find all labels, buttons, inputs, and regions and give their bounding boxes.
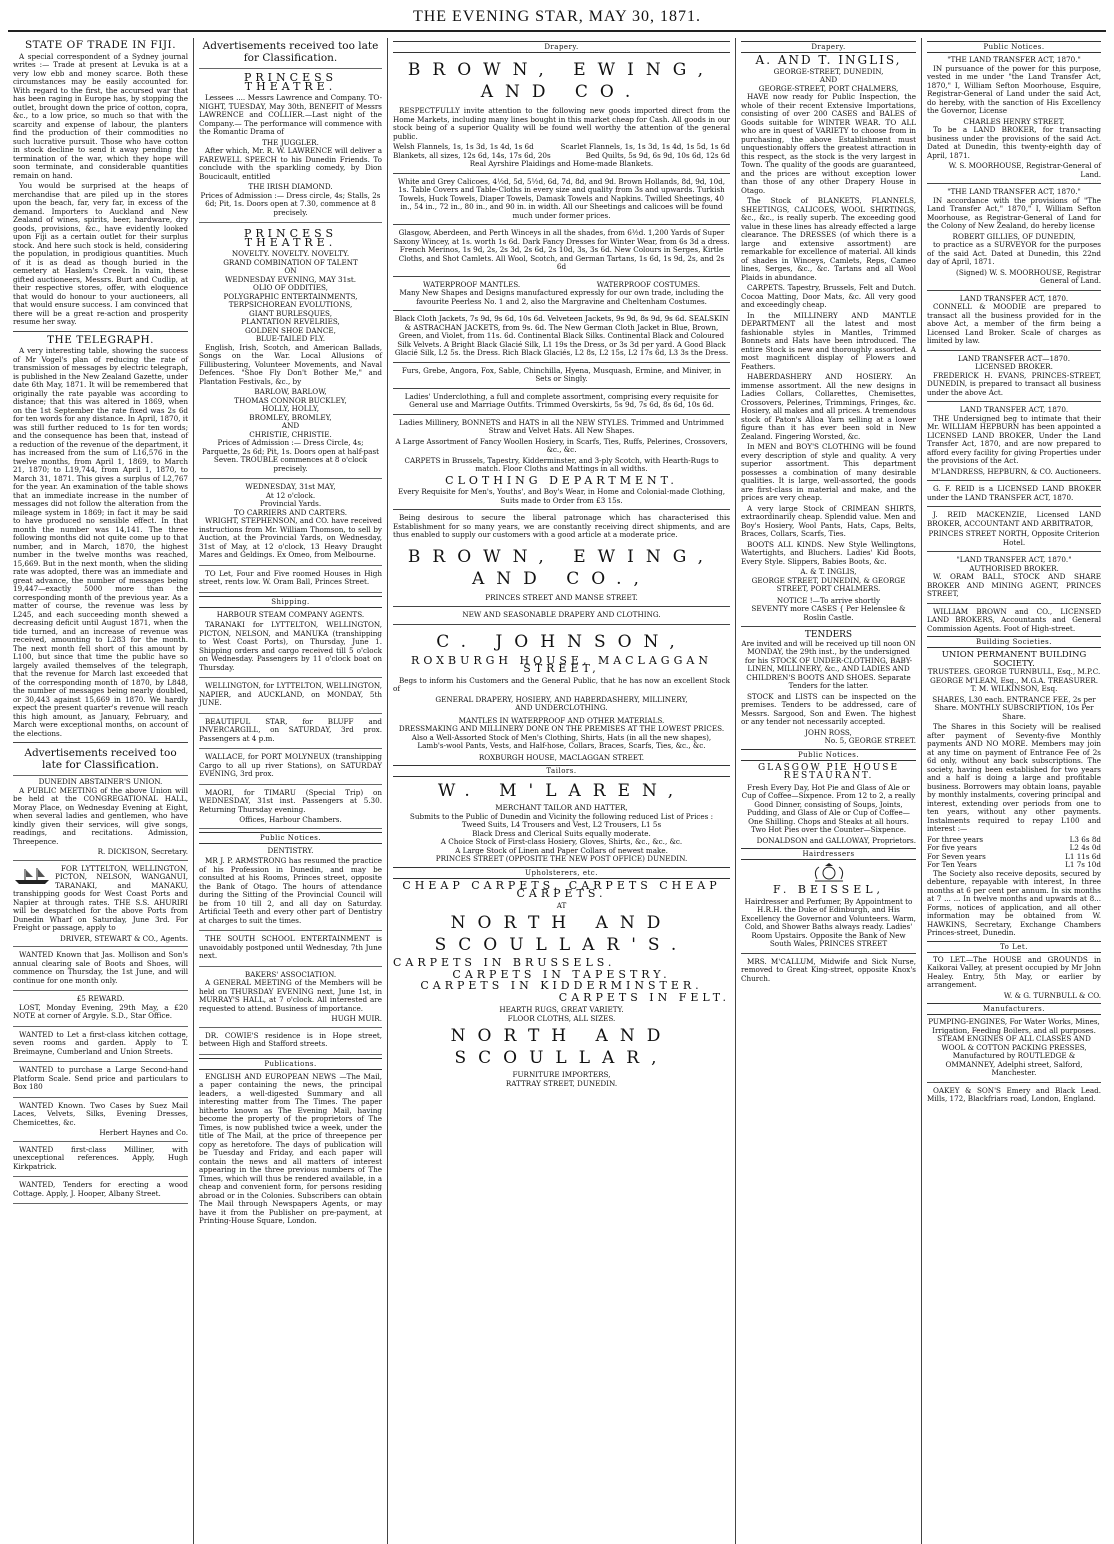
ad-text: G. F. REID is a LICENSED LAND BROKER under the LAND TRANSFER ACT, 1870. <box>927 484 1101 502</box>
ad-title: BAKERS' ASSOCIATION. <box>244 969 337 979</box>
ad-line: NEW AND SEASONABLE DRAPERY AND CLOTHING. <box>462 610 661 619</box>
ad-text: CONNELL & MOODIE are prepared to transact all the business provided for in the above Act, a member of the firm being a Licensed Land Broker. Scale of charges as limited by law. <box>927 302 1101 345</box>
section-public-notices: Public Notices. <box>927 41 1101 53</box>
ad-title: UNION PERMANENT BUILDING SOCIETY. <box>941 650 1087 669</box>
ad-text: RESPECTFULLY invite attention to the following new goods imported direct from the Home Markets, including many lines bought in this market cheap for Cash. All goods in our stock being of a superior Quality will be found well worthy the attention of the general public. <box>393 106 730 141</box>
section-heading: Advertisements received too late for Classification. <box>24 747 177 771</box>
rate-value: L1 11s 6d <box>1065 851 1101 861</box>
ad-text: BOOTS ALL KINDS. New Style Wellingtons, Watertights, and Bluchers. Ladies' Kid Boots, Every Style. Slippers, Babies Boots, &c. <box>741 539 916 566</box>
ad-text: to practice as a SURVEYOR for the purposes of the said Act. Dated at Dunedin, this 22nd day of April, 1871. <box>927 240 1101 266</box>
ad-text: TO LET.—The HOUSE and GROUNDS in Kaikorai Valley, at present occupied by Mr John Healey. Entry, 5th May, or earlier by arrangement. <box>927 954 1101 989</box>
play-title: THE IRISH DIAMOND. <box>248 182 333 191</box>
ad-text: The Stock of BLANKETS, FLANNELS, SHEETINGS, CALICOES, WOOL SHIRTINGS, &c., &c., is really superb. The exceeding good value in these lines has already effected a large clearance. The DRESSES (of which there is a large and extensive assortment) are remarkable for excellence of material. All kinds of shades in Winceys, Camlets, Reps, Cameo lines, Serges, &c., &c. Tartans and all Wool Plaids in abundance. <box>741 196 916 282</box>
section-heading: Advertisements received too late for Classification. <box>202 40 379 64</box>
ad-line: At 12 o'clock. <box>265 490 316 500</box>
ad-line: SEVENTY more CASES { Per Helenslee & Roslin Castle. <box>751 604 906 622</box>
column-4 <box>736 38 922 1544</box>
ad-line: RATTRAY STREET, DUNEDIN. <box>505 1078 618 1088</box>
section-upholsterers: Upholsterers, etc. <box>393 867 730 879</box>
ad-title: "LAND TRANSFER ACT, 1870." <box>956 555 1072 564</box>
section-building-societies: Building Societies. <box>927 636 1101 648</box>
ad <box>13 1100 188 1142</box>
ad-text: THE SOUTH SCHOOL ENTERTAINMENT is unavoidably postponed until Wednesday, 7th June next. <box>199 934 382 960</box>
ad-text: SHARES, L30 each. ENTRANCE FEE, 2s per Share. MONTHLY SUBSCRIPTION, 10s Per Share. <box>932 694 1096 721</box>
ad-text: MRS. M'CALLUM, Midwife and Sick Nurse, removed to Great King-street, opposite Knox's Church. <box>741 956 916 983</box>
ad-title: "THE LAND TRANSFER ACT, 1870." <box>947 187 1081 196</box>
ad <box>13 775 188 861</box>
ad-title: "THE LAND TRANSFER ACT, 1870." <box>947 55 1081 64</box>
ad-title: W. M'LAREN, <box>437 781 686 801</box>
ad-signature: Herbert Haynes and Co. <box>99 1128 188 1137</box>
ad-title: PRINCESS THEATRE. <box>244 71 337 93</box>
ad-text: Being desirous to secure the liberal patronage which has characterised this Establishment for so many years, we are constantly receiving direct shipments, and are thus enabled to supply our customers with a good article at a moderate price. <box>393 513 730 539</box>
section-to-let: To Let. <box>927 941 1101 953</box>
price-item: Bed Quilts, 5s 9d, 6s 9d, 10s 6d, 12s 6d <box>585 150 730 160</box>
ad-title: C. JOHNSON, <box>436 631 687 652</box>
ad-text: LOST, Monday Evening, 29th May, a £20 NOTE at corner of Argyle. S.D., Star Office. <box>13 1002 188 1020</box>
ad-text: Ladies Millinery, BONNETS and HATS in all the NEW STYLES. Trimmed and Untrimmed Straw and Velvet Hats. All New Shapes. <box>399 417 724 435</box>
ad-line: TERPSICHOREAN EVOLUTIONS, <box>228 300 353 309</box>
ad-text: FREDERICK H. EVANS, PRINCES-STREET, DUNEDIN, is prepared to transact all business under the above Act. <box>927 370 1101 397</box>
ad-line: DRESSMAKING AND MILLINERY DONE ON THE PREMISES AT THE LOWEST PRICES. <box>398 724 725 733</box>
ad-text: WANTED Known. Two Cases by Suez Mail Laces, Velvets, Silks, Evening Dresses, Chemicettes, &c. <box>13 1100 188 1127</box>
ad-line: NOTICE !—To arrive shortly <box>776 595 881 605</box>
ad-signature: No. 5, GEORGE STREET. <box>824 736 916 745</box>
ad-text: A GENERAL MEETING of the Members will be held on THURSDAY EVENING next, June 1st, in MURRAY'S HALL, at 7 o'clock. All interested are requested to attend. Business of importance. <box>199 978 382 1013</box>
ad-princess-theatre-2 <box>199 225 382 479</box>
ad-ship <box>199 716 382 750</box>
ad-title: A. AND T. INGLIS, <box>755 53 902 67</box>
ad-title: BROWN, EWING, AND CO., <box>407 546 716 589</box>
ad-text: The Society also receive deposits, secured by debenture, repayable with interest, In three months at 6 per cent per annum. In six months at 7 ... ... In twelve months and upwards at 8... Forms, notices of application, and all other information may be obtained from W. HAWKINS, Secretary, Exchange Chambers Princes-street, Dunedin. <box>927 868 1101 937</box>
ad-title: LAND TRANSFER ACT—1870. <box>957 353 1071 363</box>
section-publications: Publications. <box>199 1058 382 1070</box>
ad-signature: JOHN ROSS, <box>805 727 852 737</box>
ad-text: White and Grey Calicoes, 4½d, 5d, 5½d, 6d, 7d, 8d, and 9d. Brown Hollands, 8d, 9d, 10d, 1s. Table Covers and Table-Cloths in every size and quality from 3s and upwards. Turkish Towels, Huck Towels, Diaper Towels, Damask Towels and Napkins. Twilled Sheetings, 40 in., 54 in., 72 in., 80 in., and 90 in. in width. All our Sheetings and calicoes will be found much under former prices. <box>397 176 726 220</box>
ad <box>13 1144 188 1178</box>
ad-text: ENGLISH AND EUROPEAN NEWS —The Mail, a paper containing the news, the principal leaders, a well-digested Summary and all interesting matter from The Times. The paper hitherto known as The Evening Mail, having become the property of the proprietors of The Times, is now published twice a week, under the title of The Mail, at the price of threepence per copy as heretofore. The days of publication will be Tuesday and Friday, and each paper will contain the news and all matters of interest appearing in the three previous numbers of The Times, which will thus be rendered available, in a cheap and convenient form, for persons residing abroad or in the Colonies. Subscribers can obtain The Mail through Newspapers Agents, or may have it from the Publisher on pre-payment, at Printing-House Square, London. <box>199 1071 382 1225</box>
ad-line: POLYGRAPHIC ENTERTAINMENTS, <box>223 291 358 301</box>
rate-label: For Seven years <box>927 851 986 861</box>
ad-line: BLUE-TAILED FLY. <box>255 334 326 343</box>
subhead: CLOTHING DEPARTMENT. <box>445 473 678 487</box>
ad-text: FOR LYTTELTON, WELLINGTON, PICTON, NELSON, WANGANUI, TARANAKI, and MANAKU, transhipping goods for West Coast Ports and Napier at through rates. THE S.S. AHURIRI will be despatched for the above Ports from Dunedin Wharf on Saturday, June 3rd. For Freight or passage, apply to <box>13 863 188 932</box>
ad-line: GEORGE-STREET, DUNEDIN, <box>773 66 884 76</box>
ad-line: Provincial Yards. <box>259 499 322 508</box>
ad-title: F. BEISSEL, <box>772 883 885 896</box>
ad-text: Glasgow, Aberdeen, and Perth Winceys in all the shades, from 6½d. 1,200 Yards of Super Saxony Wincey, at 1s. worth 1s 6d. Dark Fancy Dresses for Winter Wear, from 6s 3d a dress. French Merinos, 1s 9d, 2s, 2s 3d, 2s 6d, 2s 10d, 3s, 3s 6d. New Colours in Serges, Kirtle Cloths, and Shot Camlets. All Wool, Scotch, and German Tartans, 1s 6d, 1s 9d, 2s, and 2s 6d <box>393 228 730 271</box>
ad-text: A very large Stock of CRIMEAN SHIRTS, extraordinarily cheap. Splendid value. Men and Boy's Hosiery, Wool Pants, Hats, Caps, Belts, Braces, Collars, Scarfs, Ties. <box>741 503 916 538</box>
article-text: You would be surprised at the heaps of merchandise that are piled up in the stores upon the beach, far, very far, in excess of the demand. Importers to Auckland and New Zealand of wines, spirits, beer, hardware, dry goods, provisions, &c., have evidently looked upon Fiji as a certain outlet for their surplus stock. And here such stock is held, considering the population, in prodigious quantities. Much of it is as dead as though buried in the cemetery at Haslem's Creek. In vain, these gifted auctioneers, Messrs. Burt and Cudlip, at their respective stores, offer, with eloquence that would do honour to your auctioneers, all that would ensure success. I am convinced that there will be a great re-action and prosperity resume her sway. <box>13 181 188 326</box>
section-tailors: Tailors. <box>393 765 730 777</box>
ad-line: CARPETS IN TAPESTRY. <box>452 967 671 981</box>
ad-line: AT <box>556 900 567 910</box>
ad <box>13 993 188 1027</box>
ad-title: £5 REWARD. <box>76 994 125 1003</box>
ad-text: Many New Shapes and Designs manufactured expressly for our own trade, including the favourite Peerless No. 1 and 2, also the Margravine and Cheltenham Costumes. <box>399 288 724 306</box>
ad-title: NORTH AND SCOULLAR, <box>450 1026 673 1068</box>
ad-text: WANTED to Let a first-class kitchen cottage, seven rooms and garden. Apply to T. Breimayne, Cumberland and Union Streets. <box>13 1029 188 1056</box>
ad-title: TO CARRIERS AND CARTERS. <box>233 507 348 517</box>
ad-title: LAND TRANSFER ACT, 1870. <box>959 293 1069 303</box>
ad-title: DENTISTRY. <box>267 845 314 855</box>
section-drapery: Drapery. <box>741 41 916 53</box>
ad-title: PRINCESS THEATRE. <box>244 227 337 249</box>
ad-line: CARPETS IN BRUSSELS. <box>393 956 616 969</box>
ad-text: DR. COWIE'S residence is in Hope street, between High and Stafford streets. <box>199 1030 382 1048</box>
column-1 <box>8 38 194 1544</box>
performer-line: CHRISTIE, CHRISTIE. <box>249 429 332 439</box>
ad-signature: GEORGE STREET, DUNEDIN, & GEORGE STREET, PORT CHALMERS. <box>751 575 906 593</box>
ad-text: Begs to inform his Customers and the General Public, that he has now an excellent Stock of <box>393 675 730 693</box>
ad-ship <box>199 680 382 714</box>
ad-line: FURNITURE IMPORTERS, <box>512 1070 611 1079</box>
ad-signature: W. & G. TURNBULL & CO. <box>1003 990 1101 1000</box>
ad-text: WRIGHT, STEPHENSON, and CO. have received instructions from Mr. William Thomson, to sell by Auction, at the Provincial Yards, on Wednesday, 31st of May, at 12 o'clock, 13 Heavy Draught Mares and Geldings. Ex Omeo, from Melbourne. <box>199 516 382 559</box>
ad-text: TRUSTEES. GEORGE TURNBULL, Esq., M.P.C. GEORGE M'LEAN, Esq., M.G.A. TREASURER. T. M. WILKINSON, Esq. <box>927 667 1101 693</box>
ad-line: HEARTH RUGS, GREAT VARIETY. <box>499 1005 624 1014</box>
ad-line: WEDNESDAY EVENING, MAY 31st. <box>225 274 356 284</box>
ad-line: WEDNESDAY, 31st MAY, <box>245 482 336 491</box>
rate-label: For Ten Years <box>927 860 977 869</box>
ad-line: AUTHORISED BROKER. <box>969 563 1059 573</box>
ad-signature: (Signed) W. S. MOORHOUSE, Registrar General of Land. <box>956 267 1101 285</box>
ad-line: FLOOR CLOTHS, ALL SIZES. <box>507 1013 616 1023</box>
ad-text: A PUBLIC MEETING of the above Union will be held at the CONGREGATIONAL HALL, Moray Place, on Wednesday Evening at Eight, when several ladies and gentlemen, who have kindly given their services, will give songs, readings, and recitations. Admission, Threepence. <box>13 785 188 846</box>
ad-text: In MEN and BOY'S CLOTHING will be found every description of style and quality. A very superior assortment. This department possesses a combination of many desirable qualities. It is large, well-assorted, the goods are first-class in material and make, and the prices are very cheap. <box>741 442 916 502</box>
ad-line: LICENSED BROKER. <box>975 362 1053 371</box>
ad-line: PLANTATION REVELRIES, <box>241 317 340 326</box>
ad-text: Lessees .... Messrs Lawrence and Company. TO-NIGHT, TUESDAY, May 30th, BENEFIT of Messrs LAWRENCE and COLLIER.—Last night of the Company.— The performance will commence with the Romantic Drama of <box>199 93 382 136</box>
section-drapery: Drapery. <box>393 41 730 53</box>
ad-school <box>199 933 382 967</box>
ad-line: MERCHANT TAILOR AND HATTER, <box>495 803 628 812</box>
ad-text: CARPETS in Brussels, Tapestry, Kidderminster, and 3-ply Scotch, with Hearth-Rugs to match. Floor Cloths and Mattings in all widths. <box>404 455 719 473</box>
ad-line: PRINCES STREET NORTH, Opposite Criterion Hotel. <box>928 529 1100 547</box>
ad-text: Fresh Every Day, Hot Pie and Glass of Ale or Cup of Coffee—Sixpence. From 12 to 2, a really Good Dinner, consisting of Soups, Joints, Pudding, and Glass of Ale or Cup of Coffee—One Shilling. Chops and Steaks at all hours. Two Hot Pies over the Counter—Sixpence. <box>741 782 916 834</box>
ad-line: Real Ayrshire Plaidings and Home-made Blankets. <box>469 159 654 168</box>
ad-cowie <box>199 1030 382 1055</box>
ad-ship <box>199 751 382 785</box>
ad <box>13 1029 188 1063</box>
ad-line: AND UNDERCLOTHING. <box>515 703 608 712</box>
ad-line: AND <box>819 75 838 84</box>
price-item: Scarlet Flannels, 1s, 1s 3d, 1s 4d, 1s 5d, 1s 6d <box>560 142 730 151</box>
article-title-telegraph: THE TELEGRAPH. <box>47 333 154 346</box>
ad-title: NORTH AND SCOULLAR'S. <box>434 913 689 955</box>
ad-line: GRAND COMBINATION OF TALENT <box>223 257 358 267</box>
ad <box>13 949 188 991</box>
ad-signature: DRIVER, STEWART & CO., Agents. <box>59 933 188 943</box>
ad-title: BROWN, EWING, AND CO. <box>407 60 716 102</box>
ad-text: Black Cloth Jackets, 7s 9d, 9s 6d, 10s 6d. Velveteen Jackets, 9s 9d, 8s 9d, 9s 6d. SEALSKIN & ASTRACHAN JACKETS, from 9s. 6d. The New German Cloth Jacket in Blue, Brown, Green, and Violet, from 11s. 6d. Continental Black Silks. Continental Black and Coloured Silk Velvets. A Bright Black Glacié Silk, L1 19s the Dress, or 3s 3d per yard. A Good Black Glacié Silk, L2 5s. the Dress. Rich Black Glaciés, L2 8s, L2 15s, L2 17s 6d, L3 3s the Dress. <box>394 314 729 357</box>
ad-line: CARPETS IN KIDDERMINSTER. <box>420 979 703 992</box>
ad-title: LAND TRANSFER ACT, 1870. <box>959 405 1069 414</box>
play-title: THE JUGGLER. <box>262 137 319 147</box>
ad-text: After which, Mr. R. W. LAWRENCE will deliver a FAREWELL SPEECH to his Dunedin Friends. To conclude with the sparkling comedy, by Dion Boucicault, entitled <box>199 146 382 181</box>
ad-text: Ladies' Underclothing, a full and complete assortment, comprising every requisite for General use and Marriage Outfits. Trimmed Overskirts, 5s 9d, 7s 6d, 8s 6d, 10s 6d. <box>404 391 719 409</box>
ad-text: TARANAKI for LYTTELTON, WELLINGTON, PICTON, NELSON, and MANUKA (transhipping to West Coast Ports), on Thursday, June 1. Shipping orders and cargo received till 5 o'clock on Wednesday. Passengers by 11 o'clock boat on Thursday. <box>199 620 382 672</box>
performer-line: HOLLY, HOLLY, <box>262 404 319 413</box>
ad-line: CHARLES HENRY STREET, <box>963 116 1065 126</box>
price-item: Blankets, all sizes, 12s 6d, 14s, 17s 6d, 20s <box>393 150 551 160</box>
ad-text: WILLIAM BROWN and CO., LICENSED LAND BROKERS, Accountants and General Commission Agents. Foot of High-street. <box>927 606 1101 633</box>
ad-line: CARPETS IN FELT. <box>558 990 730 1004</box>
ad-line: ROXBURGH HOUSE, MACLAGGAN STREET. <box>478 752 645 762</box>
ad-text: IN pursuance of the power for this purpose, vested in me under "the Land Transfer Act, 1870," I, William Sefton Moorhouse, Esquire, Registrar-General of Land under the said Act, do hereby, with the sanction of His Excellency the Governor, License <box>927 63 1101 115</box>
column-5 <box>922 38 1106 1544</box>
rate-value: L3 6s 8d <box>1069 834 1101 844</box>
article-text: A very interesting table, showing the success of Mr Vogel's plan of reducing the rate of transmission of messages by electric telegraph, is published in the New Zealand Gazette, under date 6th May, 1871. It will be remembered that originally the rate payable was according to distance; that this was altered in 1869, when on the 1st September the rate fixed was 2s 6d for ten words for any distance. In April, 1870, it was still further reduced to 1s for ten words; and the consequence has been that, instead of a reduction of the revenue of the department, it has increased from the sum of L16,576 in the twelve months, from April 1, 1869, to March 21, 1870; to L19,744, from April 1, 1870, to March 31, 1871. This gives a surplus of L2,767 for the year. An examination of the table shows that an immediate increase in the number of messages did not follow the alteration from the mileage system in 1869; in fact it may be said to have produced no sensible effect. In that month the number was 14,141. The three following months did not quite come up to that number, and in March, 1870, the highest number in the twelve months was reached, 15,669. But in the next month, when the sliding rate was adopted, there was an immediate and great advance, the number of messages being 19,447—exactly 5000 more than the corresponding month of the previous year. As a matter of course, the revenue was less by L245, and each succeeding month shewed a decreasing deficit until August 1871, when the tide turned, and an increase of revenue was received, amounting to L283 for the month. The next month fell short of this amount by L100, but since that time the public have so largely availed themselves of the telegraph, that the revenue for March last exceeded that of the corresponding month of 1870, by L848, the number of messages being nearly doubled, or 30,443 against 15,669 in 1870. We hardly expect the present quarter's revenue will reach this high amount, as January, February, and March were exceptional months, on account of the elections. <box>13 346 188 738</box>
ad-ship <box>199 787 382 829</box>
ad-text: Every Requisite for Men's, Youths', and Boy's Wear, in Home and Colonial-made Clothing, Suits made to Order from £3 15s. <box>398 487 725 505</box>
ad-text: Prices of Admission :— Dress circle, 4s; Stalls, 2s 6d; Pit, 1s. Doors open at 7.30, commence at 8 precisely. <box>200 190 381 217</box>
ad-line: ON <box>284 266 297 275</box>
section-hairdressers: Hairdressers <box>741 848 916 860</box>
ad-ship <box>199 619 382 678</box>
rate-value: L2 4s 0d <box>1069 843 1101 852</box>
ad-dentist <box>199 855 382 931</box>
ad-text: A Large Assortment of Fancy Woollen Hosiery, in Scarfs, Ties, Ruffs, Pelerines, Crossovers, &c., &c. <box>395 436 728 454</box>
ad-text: OAKEY & SON'S Emery and Black Lead. Mills, 172, Blackfriars road, London, England. <box>927 1085 1101 1103</box>
ad <box>13 863 188 948</box>
ad-text: In the MILLINERY AND MANTLE DEPARTMENT all the latest and most fashionable styles in Mantles, Trimmed Bonnets and Hats have been introduced. The entire Stock is new and thoroughly assorted. A most magnificent display of Flowers and Feathers. <box>741 310 916 371</box>
section-public-notices: Public Notices. <box>199 832 382 844</box>
ad-text: MR J. P. ARMSTRONG has resumed the practice of his Profession in Dunedin, and may be consulted at his Rooms, Princes street, opposite the Bank of Otago. The hours of attendance during the Sitting of the Provincial Council will be from 10 till 2, and all day on Saturday. Artificial Teeth and every other part of Dentistry at charges to suit the times. <box>199 856 382 925</box>
ad-line: Submits to the Public of Dunedin and Vicinity the following reduced List of Prices : <box>409 811 714 821</box>
ad-text: To be a LAND BROKER, for transacting business under the provisions of the said Act. Dated at Dunedin, this twenty-eighth day of April, 1871. <box>927 125 1101 160</box>
ad-text: BEAUTIFUL STAR, for BLUFF and INVERCARGILL, on SATURDAY, 3rd prox. Passengers at 4 p.m. <box>199 716 382 743</box>
ad-line: PRINCES STREET (OPPOSITE THE NEW POST OFFICE) DUNEDIN. <box>435 854 688 863</box>
ad-text: TO Let, Four and Five roomed Houses in High street, rents low. W. Oram Ball, Princes Street. <box>199 568 382 586</box>
ad-signature: DONALDSON and GALLOWAY, Proprietors. <box>756 835 916 845</box>
ad-text: THE Undersigned beg to intimate that their Mr. WILLIAM HEPBURN has been appointed a LICENSED LAND BROKER, Under the Land Transfer Act, 1870, and are now prepared to afford every facility for giving Properties under the provisions of the Act. <box>927 413 1101 465</box>
subhead: WATERPROOF COSTUMES. <box>596 279 700 289</box>
ad-text: HABERDASHERY AND HOSIERY. An immense assortment. All the new designs in Ladies Collars, Collarettes, Chemisettes, Crossovers, Pelerines, Trimmings, Fringes, &c. Hosiery, all makes and all prices. A tremendous stock of Paton's Alloa Yarn selling at a lower figure than it has ever been sold in New Zealand. Fingering Worsted, &c. <box>741 372 916 441</box>
column-2 <box>194 38 388 1544</box>
ad-text: IN accordance with the provisions of "The Land Transfer Act," 1870," I, William Sefton Moorhouse, as Registrar-General of Land for the Colony of New Zealand, do hereby license <box>927 195 1101 230</box>
ad-text: STOCK and LISTS can be inspected on the premises. Tenders to be addressed, care of Messrs. Sargood, Son and Ewen. The highest or any tender not necessarily accepted. <box>741 691 916 726</box>
ad-to-let <box>199 568 382 593</box>
ad-text: WANTED, Tenders for erecting a wood Cottage. Apply, J. Hooper, Albany Street. <box>13 1180 188 1198</box>
ad <box>13 1064 188 1098</box>
subhead: WATERPROOF MANTLES. <box>423 279 521 289</box>
ad-signature: W. S. MOORHOUSE, Registrar-General of Land. <box>948 161 1101 179</box>
ad-line: Black Dress and Clerical Suits equally moderate. <box>472 828 651 838</box>
ad-auction <box>199 481 382 566</box>
ad-princess-theatre <box>199 68 382 223</box>
section-manufacturers: Manufacturers. <box>927 1003 1101 1015</box>
ad-line: OLIO OF ODDITIES, <box>253 283 328 292</box>
ad-text: Furs, Grebe, Angora, Fox, Sable, Chinchilla, Hyena, Musquash, Ermine, and Miniver, in Sets or Singly. <box>401 365 722 383</box>
ad-line: GIANT BURLESQUES, <box>249 308 332 318</box>
ad-line: GEORGE-STREET, PORT CHALMERS, <box>758 83 899 93</box>
rate-label: For five years <box>927 843 977 852</box>
ad-signature: HUGH MUIR. <box>331 1014 382 1023</box>
ad-text: WANTED to purchase a Large Second-hand Platform Scale. Send price and particulars to Box 180 <box>13 1065 188 1091</box>
performer-line: BARLOW, BARLOW, <box>254 387 327 396</box>
ad-line: A Choice Stock of First-class Hosiery, Gloves, Shirts, &c., &c., &c. <box>440 837 683 846</box>
ad-line: Tweed Suits, L4 Trousers and Vest, L2 Trousers, L1 5s <box>461 820 662 829</box>
ad-text: English, Irish, Scotch, and American Ballads, Songs on the War. Local Allusions of Fillibustering, Volunteer Movements, and Naval Defences. "Shoe Fly Don't Bother Me," and Plantation Festivals, &c., by <box>199 342 382 386</box>
ad <box>13 1179 188 1204</box>
ad-signature: Offices, Harbour Chambers. <box>239 815 342 824</box>
ad-text: The Shares in this Society will be realised after payment of Seventy-five Monthly payments AND NO MORE. Members may join at any time on payment of Entrance Fee of 2s 6d only, without any back subscriptions. The society, having been established for two years and a half is doing a large and profitable business. Borrowers may obtain loans, payable by monthly instalments, covering principal and interest, extending over periods from one to ten years, without any other payments. Instalments required to repay L100 and interest :— <box>927 722 1101 833</box>
ad-line: Lamb's-wool Pants, Vests, and Half-hose, Collars, Braces, Scarfs, Ties, &c., &c. <box>417 741 706 750</box>
ad-title: GLASGOW PIE HOUSE RESTAURANT. <box>757 762 900 781</box>
royal-crest-icon <box>809 863 849 883</box>
ad-text: WANTED first-class Milliner, with unexceptional references. Apply, Hugh Kirkpatrick. <box>13 1144 188 1171</box>
section-public-notices: Public Notices. <box>741 749 916 761</box>
rate-label: For three years <box>927 834 984 844</box>
ad-line: GENERAL DRAPERY, HOSIERY, AND HABERDASHERY, MILLINERY, <box>435 694 688 704</box>
ad-text: J. REID MACKENZIE, Licensed LAND BROKER, ACCOUNTANT AND ARBITRATOR, <box>927 510 1101 528</box>
ad-title: HARBOUR STEAM COMPANY AGENTS. <box>216 609 365 619</box>
ad-text: WELLINGTON, for LYTTELTON, WELLINGTON, NAPIER, and AUCKLAND, on MONDAY, 5th JUNE. <box>199 681 382 707</box>
performer-line: THOMAS CONNOR BUCKLEY, <box>234 395 347 405</box>
ad-text: WANTED Known that Jas. Mollison and Son's annual clearing sale of Boots and Shoes, will commence on Thursday, the 1st June, and will continue for one month only. <box>13 950 188 985</box>
ad-title: DUNEDIN ABSTAINER'S UNION. <box>38 777 163 786</box>
ad-text: W. ORAM BALL, STOCK AND SHARE BROKER AND MINING AGENT, PRINCES STREET, <box>927 572 1101 598</box>
ad-text: WALLACE, for PORT MOLYNEUX (transhipping Cargo to all up river Stations), on SATURDAY EVENING, 3rd prox. <box>199 752 382 778</box>
article-text: A special correspondent of a Sydney journal writes :— Trade at present at Levuka is at a very low ebb and money scarce. Both these circumstances may be easily accounted for. With regard to the first, the accursed war that has been raging in Europe has, by stopping the outlet, brought down the price of cotton, copra, &c., to a low price, so much so that with the scarcity and expense of labour, the planters find the production of their commodities no such lucrative pursuit. Those who have cotton in stock decline to send it away pending the termination of the war, which they hope will soon terminate, and considerable quantities remain on hand. <box>13 51 188 180</box>
ad-line: GOLDEN SHOE DANCE, <box>245 325 336 335</box>
ad-line: ROBERT GILLIES, OF DUNEDIN, <box>952 231 1076 241</box>
ad-text: Hairdresser and Perfumer, By Appointment to H.R.H. the Duke of Edinburgh, and His Excellency the Governor and Volunteers. Warm, Cold, and Shower Baths always ready. Ladies' Room Upstairs. Opposite the Bank of New South Wales, PRINCES STREET <box>741 896 916 948</box>
ad-signature: M'LANDRESS, HEPBURN, & CO. Auctioneers. <box>931 466 1101 476</box>
rate-value: L1 7s 10d <box>1065 860 1101 869</box>
ad-line: ROXBURGH HOUSE, MACLAGGAN STREET, <box>411 653 712 675</box>
ad-text: Are invited and will be received up till noon ON MONDAY, the 29th inst., by the undersigned for his STOCK OF UNDER-CLOTHING, BABY-LINEN, MILLINERY, &c., AND LADIES AND CHILDREN'S BOOTS AND SHOES. Separate Tenders for the latter. <box>741 638 916 690</box>
ad-line: CHEAP CARPETS. CARPETS CHEAP CARPETS. <box>402 878 721 900</box>
ad-bakers <box>199 969 382 1028</box>
ad-signature: R. DICKISON, Secretary. <box>97 847 188 856</box>
ad-signature: A. & T. INGLIS, <box>800 567 857 576</box>
price-item: Welsh Flannels, 1s, 1s 3d, 1s 4d, 1s 6d <box>393 142 534 151</box>
masthead: THE EVENING STAR, MAY 30, 1871. <box>8 6 1106 32</box>
ad-line: PRINCES STREET AND MANSE STREET. <box>485 592 638 602</box>
ad-line: Also a Well-Assorted Stock of Men's Clothing, Shirts, Hats (in all the new shapes), <box>411 732 712 742</box>
section-shipping: Shipping. <box>199 596 382 608</box>
performer-line: AND <box>281 421 300 430</box>
ad-text: HAVE now ready for Public Inspection, the whole of their recent Extensive Importations, consisting of over 200 CASES and BALES of Goods suitable for WINTER WEAR. TO ALL who are in quest of VARIETY to choose from in purchasing, the above Establishment must unquestionably offers the greatest attraction in this respect, as the stock is the very largest in Town. The quality of the goods are guaranteed, and the prices are without exception lower than those of any other Drapery House in Otago. <box>741 92 916 195</box>
ad-line: A Large Stock of Linen and Paper Collars of newest make. <box>455 845 668 855</box>
ad-text: Prices of Admission :— Dress Circle, 4s; Parquette, 2s 6d; Pit, 1s. Doors open at half-past Seven. TROUBLE commences at 8 o'clock precisely. <box>201 438 380 473</box>
performer-line: BROMLEY, BROMLEY, <box>249 412 332 422</box>
ad-line: MANTLES IN WATERPROOF AND OTHER MATERIALS. <box>458 715 665 725</box>
ad-line: NOVELTY. NOVELTY. NOVELTY. <box>231 249 350 258</box>
ship-icon <box>13 867 51 885</box>
ad-text: MAORI, for TIMARU (Special Trip) on WEDNESDAY, 31st inst. Passengers at 5.30. Returning Thursday evening. <box>199 787 382 814</box>
ad-text: PUMPING-ENGINES, For Water Works, Mines, Irrigation, Feeding Boilers, and all purposes. STEAM ENGINES OF ALL CLASSES AND WOOL & COTTON PACKING PRESSES, Manufactured by ROUTLEDGE & OMMANNEY, Adelphi street, Salford, Manchester. <box>928 1017 1100 1077</box>
article-title-fiji: STATE OF TRADE IN FIJI. <box>24 39 177 51</box>
ad-text: CARPETS. Tapestry, Brussels, Felt and Dutch. Cocoa Matting, Door Mats, &c. All very good and exceedingly cheap. <box>741 283 916 309</box>
ad-title: TENDERS <box>804 630 853 640</box>
column-3 <box>388 38 736 1544</box>
